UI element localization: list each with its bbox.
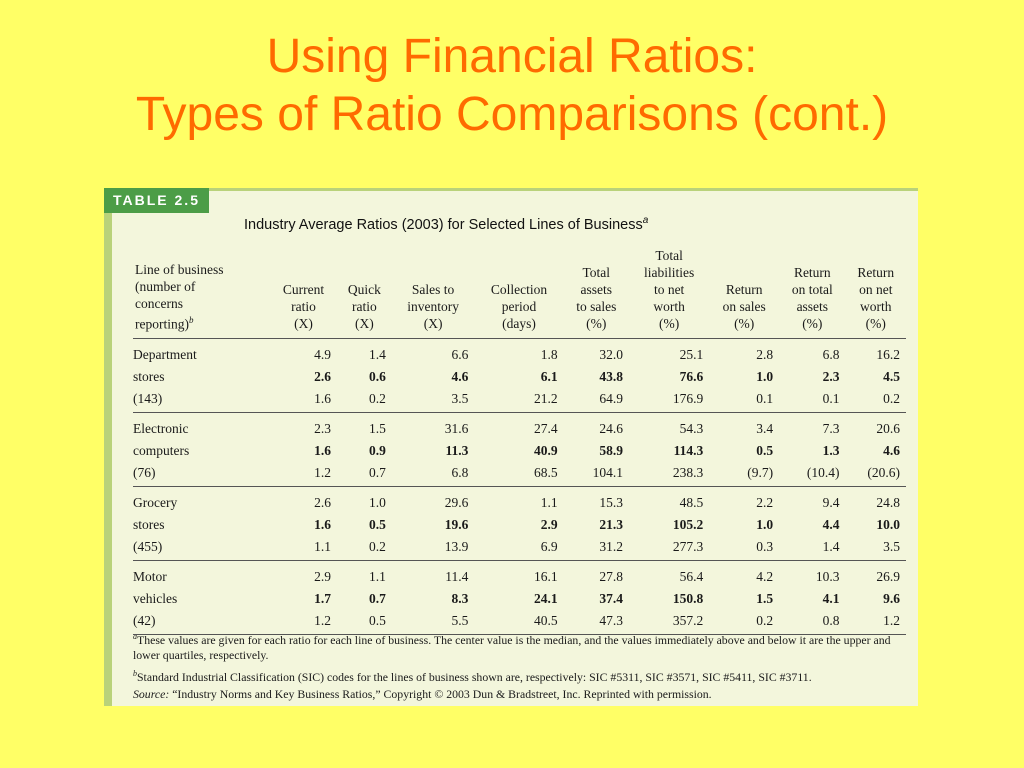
table-cell: 31.6	[444, 421, 469, 436]
table-cell: 32.0	[599, 347, 623, 362]
column-header-line: Collection	[490, 282, 548, 297]
column-header-line: Total	[655, 248, 683, 263]
source-text: “Industry Norms and Key Business Ratios,” Copyright © 2003 Dun & Bradstreet, Inc. Reprinted with permission.	[169, 687, 712, 702]
table-cell: 4.9	[314, 347, 332, 362]
column-header-line: Return	[857, 265, 895, 280]
source-label: Source:	[133, 687, 170, 702]
table-cell: 1.0	[368, 495, 386, 510]
table-cell: 1.7	[314, 591, 332, 606]
table-cell: 6.8	[392, 462, 475, 487]
table-cell: 20.6	[876, 421, 900, 436]
row-label: (76)	[133, 462, 270, 487]
column-header-line: (%)	[734, 316, 755, 331]
column-header	[474, 247, 563, 339]
column-header-line: Return	[793, 265, 831, 280]
ratios-table	[133, 247, 906, 635]
table-cell: 1.0	[756, 369, 774, 384]
table-cell: 0.5	[756, 443, 774, 458]
table-cell: 3.5	[392, 388, 475, 413]
table-cell: 43.8	[599, 369, 623, 384]
column-header-line: Return	[725, 282, 763, 297]
column-header-line: on net	[859, 282, 893, 297]
table-cell: 11.3	[445, 443, 469, 458]
column-header-line: (X)	[294, 316, 313, 331]
table-cell: 4.5	[883, 369, 900, 384]
table-cell: 29.6	[444, 495, 469, 510]
table-cell: 0.3	[709, 536, 779, 561]
table-cell: 68.5	[474, 462, 563, 487]
table-cell: 1.1	[540, 495, 558, 510]
table-cell: 40.9	[533, 443, 558, 458]
table-cell: 25.1	[679, 347, 704, 362]
table-cell: 1.4	[779, 536, 845, 561]
table-cell: 0.5	[337, 610, 392, 635]
table-number-tag: TABLE 2.5	[104, 188, 209, 213]
row-label: Department	[133, 347, 197, 362]
column-header-line: worth	[653, 299, 685, 314]
column-header-line-of-business	[133, 247, 270, 339]
column-header-line: liabilities	[644, 265, 695, 280]
row-label: Grocery	[133, 495, 178, 510]
table-cell: 0.2	[337, 536, 392, 561]
table-cell: 357.2	[629, 610, 709, 635]
table-cell: 1.5	[756, 591, 774, 606]
table-cell: 8.3	[451, 591, 469, 606]
table-cell: 3.5	[846, 536, 906, 561]
table-cell: 10.3	[815, 569, 840, 584]
table-cell: 76.6	[679, 369, 704, 384]
footnote-b-text: Standard Industrial Classification (SIC) codes for the lines of business shown are, respectively: SIC #5311, SIC #3571, SIC #5411, SIC #3711.	[137, 669, 812, 684]
table-cell: 1.1	[368, 569, 386, 584]
table-cell: 150.8	[672, 591, 704, 606]
table-row	[133, 514, 906, 536]
table-cell: 0.7	[368, 591, 386, 606]
table-cell: 0.7	[337, 462, 392, 487]
table-cell: 48.5	[679, 495, 704, 510]
column-header-line: assets	[580, 282, 613, 297]
table-cell: 238.3	[629, 462, 709, 487]
table-cell: 16.1	[533, 569, 558, 584]
table-cell: 40.5	[474, 610, 563, 635]
table-cell: 27.8	[599, 569, 623, 584]
column-header-line: on total	[791, 282, 833, 297]
table-cell: 104.1	[564, 462, 629, 487]
table-row	[133, 440, 906, 462]
table-cell: 1.2	[270, 610, 337, 635]
row-label: (42)	[133, 610, 270, 635]
column-header	[564, 247, 629, 339]
table-cell: 114.3	[673, 443, 704, 458]
table-cell: 2.3	[822, 369, 840, 384]
table-body	[133, 339, 906, 635]
table-cell: 19.6	[444, 517, 469, 532]
column-header-line: (X)	[355, 316, 374, 331]
table-cell: 1.6	[314, 517, 332, 532]
column-header-line: Line of business	[135, 261, 224, 277]
table-cell: 4.1	[822, 591, 840, 606]
table-cell: 1.6	[270, 388, 337, 413]
slide-title-line-2: Types of Ratio Comparisons (cont.)	[135, 88, 889, 141]
row-label: Electronic	[133, 421, 189, 436]
table-row	[133, 388, 906, 413]
footnote-b-mark: b	[133, 668, 137, 678]
table-cell: 56.4	[679, 569, 704, 584]
table-cell: 24.1	[533, 591, 558, 606]
table-row	[133, 339, 906, 367]
table-cell: 7.3	[822, 421, 840, 436]
table-cell: 1.5	[368, 421, 386, 436]
table-cell: 21.3	[599, 517, 623, 532]
table-cell: (10.4)	[779, 462, 845, 487]
column-header-line: ratio	[352, 299, 377, 314]
footnote-source	[133, 687, 908, 703]
table-cell: 2.9	[314, 569, 332, 584]
header-footnote-mark: b	[188, 314, 194, 325]
table-cell: 6.8	[822, 347, 840, 362]
table-caption-text: Industry Average Ratios (2003) for Selected Lines of Business	[244, 216, 643, 233]
row-label: Motor	[133, 569, 167, 584]
table-cell: 0.2	[337, 388, 392, 413]
table-cell: 1.1	[270, 536, 337, 561]
row-label: stores	[133, 517, 165, 532]
table-cell: 1.8	[540, 347, 558, 362]
table-cell: 6.1	[540, 369, 558, 384]
slide-title	[0, 28, 1024, 144]
table-cell: 2.9	[540, 517, 558, 532]
table-cell: 2.6	[314, 369, 332, 384]
table-cell: 21.2	[474, 388, 563, 413]
column-header-line: Total	[582, 265, 611, 280]
table-cell: 9.4	[822, 495, 840, 510]
row-label: stores	[133, 369, 165, 384]
table-cell: 54.3	[679, 421, 704, 436]
column-header-line: (number of	[135, 278, 196, 294]
column-header-line: worth	[860, 299, 892, 314]
column-header-line: reporting)	[135, 316, 189, 331]
table-cell: 176.9	[629, 388, 709, 413]
table-cell: (9.7)	[709, 462, 779, 487]
column-header-line: to sales	[576, 299, 617, 314]
row-label: (143)	[133, 388, 270, 413]
table-cell: 1.0	[756, 517, 774, 532]
column-header-line: to net	[653, 282, 685, 297]
table-cell: 9.6	[883, 591, 900, 606]
table-cell: 0.2	[846, 388, 906, 413]
row-label: (455)	[133, 536, 270, 561]
column-header-line: concerns	[135, 295, 183, 311]
table-cell: (20.6)	[846, 462, 906, 487]
column-header	[779, 247, 845, 339]
column-header	[337, 247, 392, 339]
table-row	[133, 588, 906, 610]
table-row	[133, 561, 906, 589]
table-cell: 2.3	[314, 421, 332, 436]
caption-footnote-mark: a	[642, 215, 649, 226]
column-header-line: ratio	[291, 299, 316, 314]
column-header-line: Current	[282, 282, 325, 297]
table-cell: 5.5	[392, 610, 475, 635]
table-cell: 64.9	[564, 388, 629, 413]
table-cell: 13.9	[392, 536, 475, 561]
table-cell: 27.4	[533, 421, 558, 436]
table-cell: 0.5	[368, 517, 386, 532]
table-cell: 24.8	[876, 495, 900, 510]
table-row	[133, 366, 906, 388]
footnote-b	[133, 666, 908, 685]
table-cell: 1.2	[846, 610, 906, 635]
table-cell: 0.9	[368, 443, 386, 458]
table-row	[133, 487, 906, 515]
footnote-a-mark: a	[133, 632, 137, 641]
table-cell: 26.9	[876, 569, 900, 584]
table-cell: 6.6	[451, 347, 469, 362]
column-header	[846, 247, 906, 339]
column-header	[709, 247, 779, 339]
column-header-line: Quick	[347, 282, 381, 297]
table-cell: 277.3	[629, 536, 709, 561]
slide-title-line-1: Using Financial Ratios:	[266, 30, 758, 83]
row-label: computers	[133, 443, 190, 458]
table-cell: 0.6	[368, 369, 386, 384]
column-header-line: (%)	[586, 316, 607, 331]
table-cell: 1.4	[368, 347, 386, 362]
table-cell: 2.2	[756, 495, 774, 510]
column-header	[392, 247, 475, 339]
table-panel	[104, 188, 918, 706]
table-cell: 4.6	[451, 369, 469, 384]
table-cell: 16.2	[876, 347, 900, 362]
table-cell: 4.4	[822, 517, 840, 532]
column-header-line: on sales	[722, 299, 766, 314]
table-cell: 2.8	[756, 347, 774, 362]
table-cell: 2.6	[314, 495, 332, 510]
column-header-line: inventory	[407, 299, 459, 314]
column-header-line: (days)	[502, 316, 536, 331]
table-cell: 1.3	[822, 443, 840, 458]
table-row	[133, 536, 906, 561]
table-cell: 24.6	[599, 421, 623, 436]
table-cell: 1.2	[270, 462, 337, 487]
table-cell: 0.2	[709, 610, 779, 635]
table-cell: 11.4	[445, 569, 469, 584]
table-cell: 6.9	[474, 536, 563, 561]
column-header-line: (%)	[865, 316, 886, 331]
column-header	[629, 247, 709, 339]
column-header-line: (X)	[423, 316, 443, 331]
table-row	[133, 462, 906, 487]
table-row	[133, 413, 906, 441]
table-cell: 0.1	[709, 388, 779, 413]
table-cell: 15.3	[599, 495, 623, 510]
column-header-line: (%)	[659, 316, 680, 331]
table-cell: 3.4	[756, 421, 774, 436]
column-header-line: assets	[796, 299, 829, 314]
table-cell: 47.3	[564, 610, 629, 635]
table-cell: 1.6	[314, 443, 332, 458]
table-cell: 4.6	[883, 443, 900, 458]
column-header-line: period	[501, 299, 537, 314]
table-caption	[244, 215, 648, 233]
table-cell: 31.2	[564, 536, 629, 561]
table-footnotes	[133, 629, 908, 705]
table-header-row	[133, 247, 906, 339]
row-label: vehicles	[133, 591, 178, 606]
column-header-line: Sales to	[411, 282, 455, 297]
column-header-line: (%)	[802, 316, 823, 331]
column-header	[270, 247, 337, 339]
table-cell: 10.0	[876, 517, 900, 532]
footnote-a-text: These values are given for each ratio for each line of business. The center value is the median, and the values immediately above and below it are the upper and lower quartiles, respectively.	[133, 632, 891, 663]
table-cell: 0.1	[779, 388, 845, 413]
table-cell: 37.4	[599, 591, 623, 606]
table-cell: 58.9	[599, 443, 623, 458]
table-cell: 105.2	[672, 517, 704, 532]
table-cell: 4.2	[756, 569, 774, 584]
table-cell: 0.8	[779, 610, 845, 635]
footnote-a	[133, 629, 908, 664]
